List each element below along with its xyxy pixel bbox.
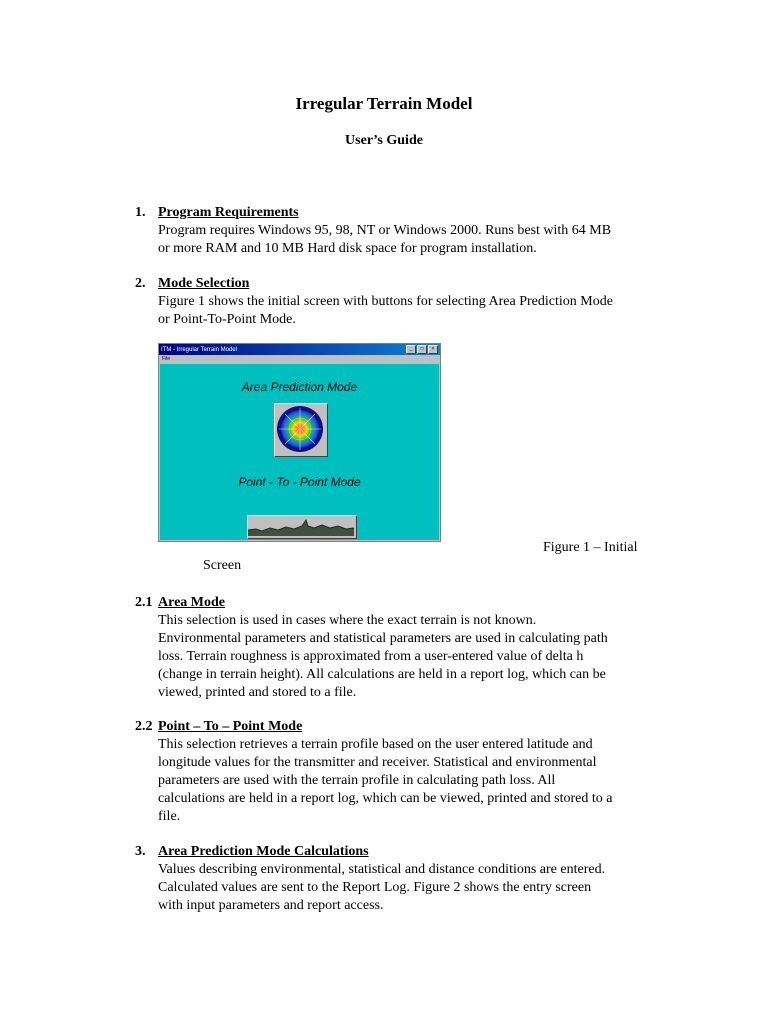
maximize-icon: □ — [417, 345, 427, 354]
section-body — [158, 612, 655, 702]
terrain-profile-icon — [248, 516, 354, 536]
section-heading: Point – To – Point Mode — [158, 719, 303, 734]
body-line: calculations are held in a report log, which can be viewed, printed and stored to a — [158, 791, 613, 806]
body-line: with input parameters and report access. — [158, 898, 384, 913]
figure-client-area — [160, 364, 439, 540]
area-prediction-label: Area Prediction Mode — [241, 380, 358, 394]
figure-menu-file: File — [159, 355, 440, 363]
section-area-prediction-calculations — [135, 843, 655, 915]
section-number: 1. — [135, 205, 146, 220]
body-line: (change in terrain height). All calculations are held in a report log, which can be — [158, 667, 606, 682]
body-line: Program requires Windows 95, 98, NT or Windows 2000. Runs best with 64 MB — [158, 223, 612, 238]
section-number: 2.1 — [135, 595, 153, 610]
section-heading: Mode Selection — [158, 276, 250, 291]
section-number: 3. — [135, 844, 146, 859]
figure-caption-continued: Screen — [203, 558, 242, 573]
body-line: or Point-To-Point Mode. — [158, 312, 296, 327]
section-number: 2. — [135, 276, 146, 291]
radar-icon — [275, 404, 325, 454]
point-to-point-button — [247, 515, 357, 539]
body-line: parameters are used with the terrain profile in calculating path loss. All — [158, 773, 556, 788]
section-heading: Area Prediction Mode Calculations — [158, 844, 369, 859]
section-area-mode — [135, 594, 655, 702]
section-body — [158, 736, 655, 826]
section-body — [158, 861, 655, 915]
body-line: Calculated values are sent to the Report Log. Figure 2 shows the entry screen — [158, 880, 592, 895]
area-prediction-button — [274, 403, 328, 457]
body-line: loss. Terrain roughness is approximated from a user-entered value of delta h — [158, 649, 584, 664]
figure-initial-screen — [158, 343, 441, 542]
close-icon: × — [428, 345, 438, 354]
section-body — [158, 222, 655, 258]
body-line: Environmental parameters and statistical parameters are used in calculating path — [158, 631, 608, 646]
section-point-to-point-mode — [135, 718, 655, 826]
body-line: Values describing environmental, statistical and distance conditions are entered. — [158, 862, 606, 877]
body-line: file. — [158, 809, 181, 824]
figure-caption: Figure 1 – Initial — [543, 540, 638, 555]
document-subtitle: User’s Guide — [345, 133, 423, 148]
document-title: Irregular Terrain Model — [295, 94, 473, 113]
body-line: Figure 1 shows the initial screen with buttons for selecting Area Prediction Mode — [158, 294, 613, 309]
body-line: viewed, printed and stored to a file. — [158, 685, 357, 700]
body-line: This selection is used in cases where the exact terrain is not known. — [158, 613, 537, 628]
point-to-point-label: Point - To - Point Mode — [238, 475, 361, 489]
body-line: longitude values for the transmitter and receiver. Statistical and environmental — [158, 755, 597, 770]
section-heading: Program Requirements — [158, 205, 299, 220]
section-body — [158, 293, 655, 329]
section-number: 2.2 — [135, 719, 153, 734]
section-mode-selection — [135, 275, 655, 329]
minimize-icon: _ — [406, 345, 416, 354]
section-program-requirements — [135, 204, 655, 258]
figure-title-bar — [159, 344, 440, 355]
body-line: This selection retrieves a terrain profile based on the user entered latitude and — [158, 737, 593, 752]
section-heading: Area Mode — [158, 595, 225, 610]
body-line: or more RAM and 10 MB Hard disk space for program installation. — [158, 241, 537, 256]
figure-window-title: ITM - Irregular Terrain Model — [161, 346, 237, 353]
